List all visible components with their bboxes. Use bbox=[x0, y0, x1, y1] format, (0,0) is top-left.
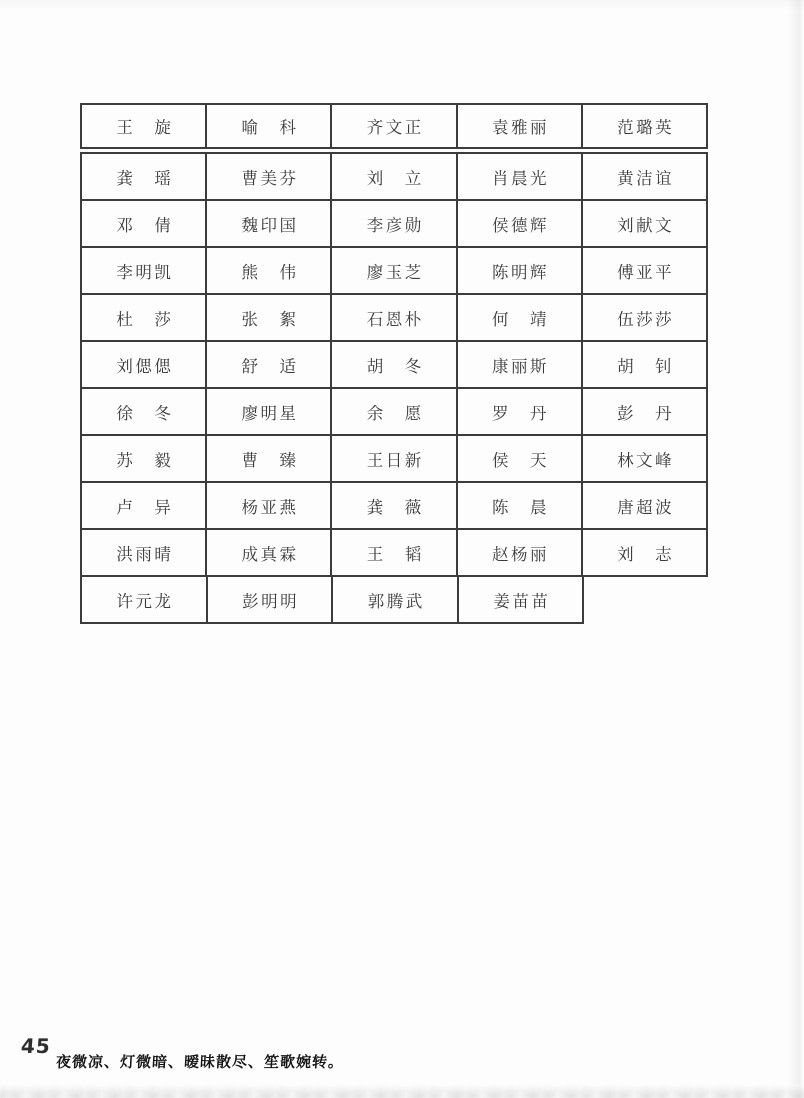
bottom-noise-band bbox=[0, 1085, 804, 1098]
name-cell: 侯 天 bbox=[458, 436, 583, 483]
name-cell: 喻 科 bbox=[207, 105, 332, 147]
name-cell: 姜苗苗 bbox=[459, 577, 585, 624]
name-cell: 洪雨晴 bbox=[82, 530, 207, 577]
name-cell: 陈 晨 bbox=[458, 483, 583, 530]
name-cell: 刘 立 bbox=[332, 154, 457, 201]
name-cell: 唐超波 bbox=[583, 483, 708, 530]
table-row bbox=[82, 389, 708, 436]
table-row bbox=[82, 530, 708, 577]
name-cell: 陈明辉 bbox=[458, 248, 583, 295]
name-cell: 熊 伟 bbox=[207, 248, 332, 295]
table-row bbox=[82, 436, 708, 483]
name-cell: 何 靖 bbox=[458, 295, 583, 342]
name-cell: 石恩朴 bbox=[332, 295, 457, 342]
table-row bbox=[82, 483, 708, 530]
name-cell: 康丽斯 bbox=[458, 342, 583, 389]
header-row bbox=[80, 103, 708, 149]
name-cell: 李彦勋 bbox=[332, 201, 457, 248]
name-cell: 邓 倩 bbox=[82, 201, 207, 248]
name-cell: 侯德辉 bbox=[458, 201, 583, 248]
name-cell: 刘偲偲 bbox=[82, 342, 207, 389]
name-cell: 伍莎莎 bbox=[583, 295, 708, 342]
page-number: 45 bbox=[20, 1034, 52, 1058]
name-cell: 龚 薇 bbox=[332, 483, 457, 530]
name-cell: 杜 莎 bbox=[82, 295, 207, 342]
empty-cell bbox=[584, 577, 708, 624]
name-cell: 成真霖 bbox=[207, 530, 332, 577]
name-cell: 杨亚燕 bbox=[207, 483, 332, 530]
name-cell: 罗 丹 bbox=[458, 389, 583, 436]
name-cell: 苏 毅 bbox=[82, 436, 207, 483]
name-cell: 刘献文 bbox=[583, 201, 708, 248]
name-cell: 肖晨光 bbox=[458, 154, 583, 201]
name-cell: 舒 适 bbox=[207, 342, 332, 389]
name-cell: 黄洁谊 bbox=[583, 154, 708, 201]
name-cell: 刘 志 bbox=[583, 530, 708, 577]
name-cell: 彭 丹 bbox=[583, 389, 708, 436]
name-cell: 傅亚平 bbox=[583, 248, 708, 295]
name-cell: 齐文正 bbox=[332, 105, 457, 147]
table-row bbox=[82, 248, 708, 295]
table-body bbox=[80, 152, 708, 624]
name-cell: 徐 冬 bbox=[82, 389, 207, 436]
name-cell: 廖玉芝 bbox=[332, 248, 457, 295]
names-table bbox=[80, 103, 708, 624]
name-cell: 余 愿 bbox=[332, 389, 457, 436]
table-row bbox=[82, 154, 708, 201]
name-cell: 林文峰 bbox=[583, 436, 708, 483]
name-cell: 曹 臻 bbox=[207, 436, 332, 483]
name-cell: 王日新 bbox=[332, 436, 457, 483]
name-cell: 卢 异 bbox=[82, 483, 207, 530]
table-row bbox=[82, 295, 708, 342]
name-cell: 王 韬 bbox=[332, 530, 457, 577]
name-cell: 王 旋 bbox=[82, 105, 207, 147]
name-cell: 张 絮 bbox=[207, 295, 332, 342]
table-row bbox=[82, 201, 708, 248]
top-edge-shade bbox=[0, 0, 804, 10]
name-cell: 赵杨丽 bbox=[458, 530, 583, 577]
footer-note: 夜微凉、灯微暗、暧昧散尽、笙歌婉转。 bbox=[55, 1055, 345, 1071]
name-cell: 彭明明 bbox=[208, 577, 334, 624]
name-cell: 郭腾武 bbox=[333, 577, 459, 624]
name-cell: 袁雅丽 bbox=[458, 105, 583, 147]
name-cell: 许元龙 bbox=[82, 577, 208, 624]
name-cell: 曹美芬 bbox=[207, 154, 332, 201]
table-row bbox=[82, 342, 708, 389]
right-edge-shade bbox=[788, 0, 804, 1098]
table-row bbox=[82, 577, 708, 624]
name-cell: 范璐英 bbox=[617, 118, 675, 137]
name-cell: 魏印国 bbox=[207, 201, 332, 248]
name-cell: 胡 冬 bbox=[332, 342, 457, 389]
name-cell: 廖明星 bbox=[207, 389, 332, 436]
name-cell: 龚 瑶 bbox=[82, 154, 207, 201]
name-cell: 胡 钊 bbox=[583, 342, 708, 389]
name-cell: 李明凯 bbox=[82, 248, 207, 295]
